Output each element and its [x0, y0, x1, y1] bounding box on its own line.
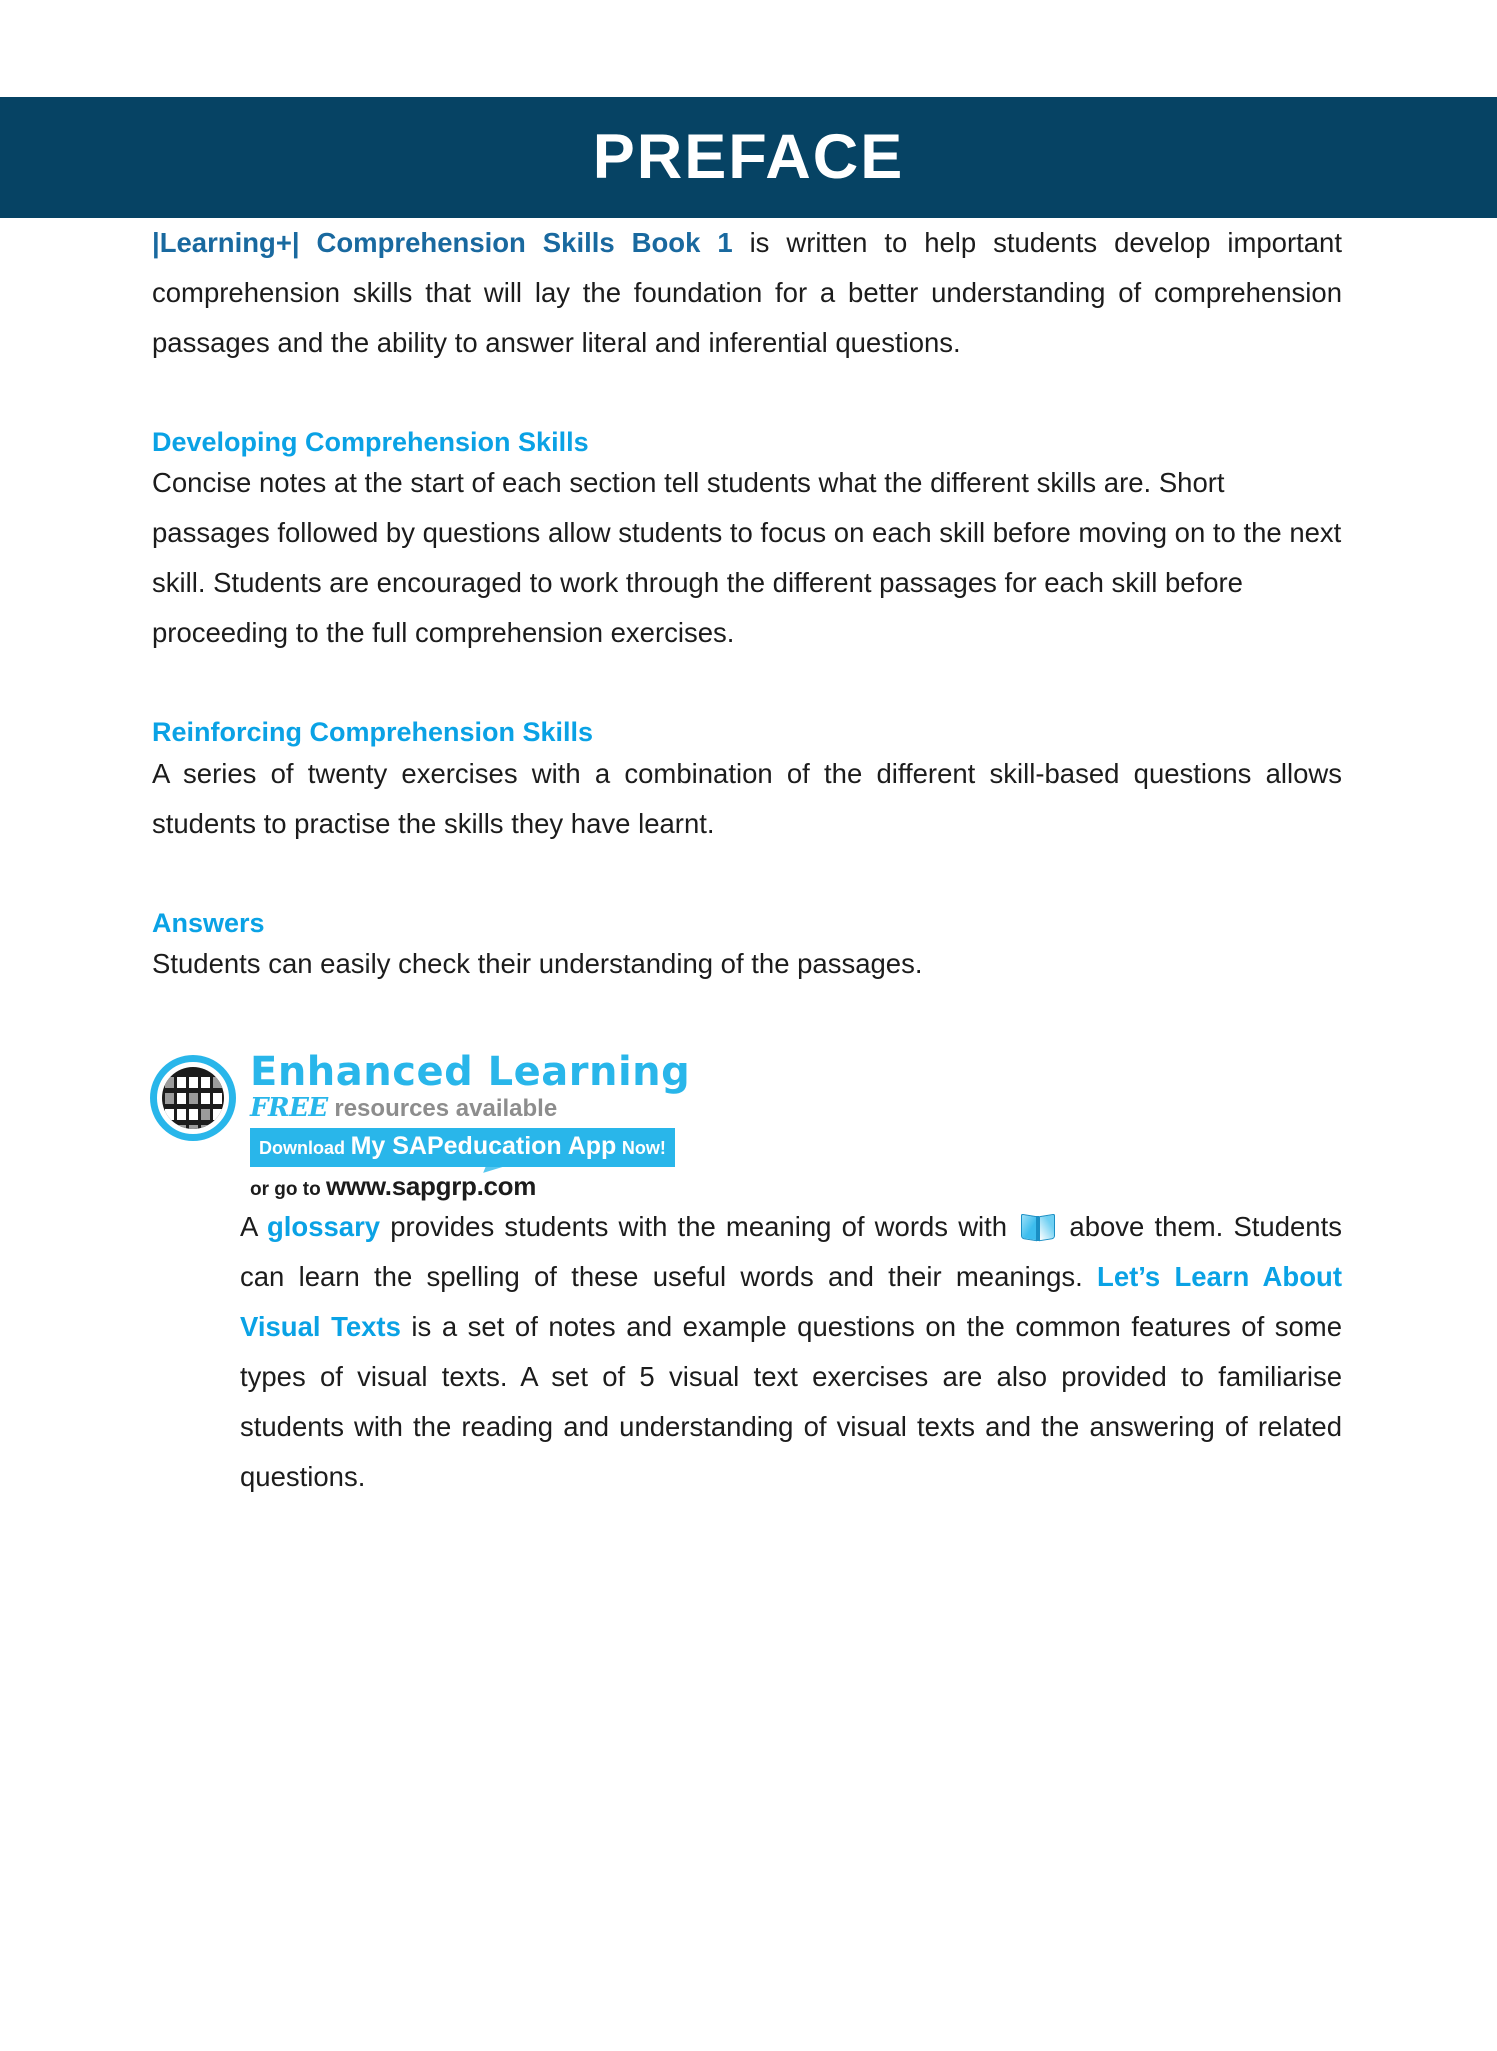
glossary-part3: above them. Students can learn the spelling of these useful words and their meanings.: [240, 1210, 1342, 1292]
enhanced-learning-subtitle: [250, 1094, 690, 1124]
glossary-part4: is a set of notes and example questions on the common features of some types of visual texts. A set of 5 visual text exercises are also provided to familiarise students with the reading and understanding of visual texts and the answering of related questions.: [240, 1310, 1343, 1492]
free-label: FREE: [250, 1093, 328, 1124]
page-title: PREFACE: [592, 122, 905, 192]
app-download-banner[interactable]: [250, 1128, 675, 1167]
section-heading-developing: Developing Comprehension Skills: [152, 427, 589, 457]
page-header-banner: [0, 97, 1497, 218]
section-body-reinforcing: A series of twenty exercises with a combination of the different skill-based questions allows students to practise the skills they have learnt.: [152, 757, 1342, 839]
enhanced-learning-title: Enhanced Learning: [250, 1049, 691, 1096]
intro-paragraph: [152, 218, 1342, 368]
section-heading-answers: Answers: [152, 907, 265, 938]
intro-rest: is written to help students develop important comprehension skills that will lay the foundation for a better understanding of comprehension passages and the ability to answer literal and inferential questions.: [152, 227, 1342, 358]
intro-bold-lead: |Learning+| Comprehension Skills Book 1: [152, 227, 733, 258]
banner-app-label: My SAPeducation App: [350, 1132, 617, 1161]
enhanced-learning-text: [250, 1049, 690, 1202]
banner-now-label: Now!: [621, 1138, 666, 1159]
glossary-paragraph: [152, 1202, 1342, 1502]
glossary-part1: A: [240, 1210, 267, 1242]
glossary-part2: provides students with the meaning of words with: [380, 1210, 1018, 1242]
section-body-answers: Students can easily check their understanding of the passages.: [152, 948, 923, 980]
film-reel-inner: [162, 1067, 224, 1129]
film-strip-row: [162, 1077, 224, 1088]
page-content: [0, 218, 1497, 1502]
banner-download-label: Download: [259, 1138, 345, 1159]
section-body-developing: Concise notes at the start of each section tell students what the different skills are. Short passages followed by questions allow students to focus on each skill before moving on to the next skill. Students are encouraged to work through the different passages for each skill before proceeding to the full comprehension exercises.: [152, 467, 1342, 649]
film-strip-row: [162, 1125, 224, 1129]
enhanced-learning-logo-block: [150, 1049, 1342, 1202]
glossary-keyword: glossary: [266, 1210, 381, 1242]
film-strip-row: [162, 1093, 224, 1104]
website-line: [250, 1171, 690, 1202]
website-url[interactable]: www.sapgrp.com: [325, 1170, 537, 1201]
goto-prefix-label: or go to: [250, 1178, 326, 1200]
resources-available-label: resources available: [327, 1095, 558, 1123]
film-reel-icon: [150, 1055, 236, 1141]
film-strip-row: [162, 1109, 224, 1120]
section-heading-reinforcing: Reinforcing Comprehension Skills: [152, 717, 594, 748]
open-book-icon: [1021, 1215, 1055, 1242]
visual-texts-title: Let’s Learn About Visual Texts: [240, 1260, 1342, 1342]
app-download-banner-wrap: [250, 1128, 666, 1167]
